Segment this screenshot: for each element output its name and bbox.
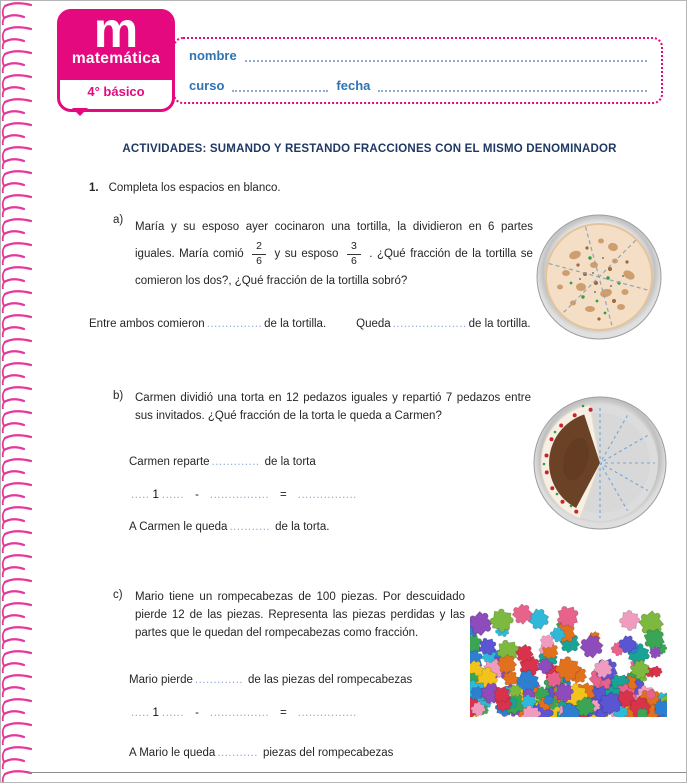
student-info-box [173, 37, 663, 104]
part-b-equation [129, 489, 359, 501]
part-a-answer-line [89, 318, 531, 330]
nombre-row [189, 48, 647, 62]
logo-letter: m [93, 12, 139, 58]
part-a-answer-text-4: de la tortilla. [468, 318, 531, 330]
worksheet-title: ACTIVIDADES: SUMANDO Y RESTANDO FRACCIONES CON EL MISMO DENOMINADOR [122, 143, 617, 155]
part-b-eq-blank-2[interactable]: ................ [209, 489, 270, 501]
part-a-label: a) [113, 214, 124, 226]
part-a-text-3: . ¿Qué fracción de la tortilla se comieron los dos?, ¿Qué fracción de la tortilla sobró? [135, 248, 533, 288]
part-b-eq-value: 1 [152, 489, 159, 501]
part-b-eq-post-dots[interactable]: ...... [161, 489, 185, 501]
puzzle-image [470, 590, 667, 717]
part-a-answer-text-1: Entre ambos comieron [89, 318, 205, 330]
part-c-eq-blank-2[interactable]: ................ [209, 707, 270, 719]
exercise-number: 1. [89, 182, 99, 194]
part-c-line-1 [129, 674, 412, 686]
part-b-line1-end: de la torta [264, 456, 316, 468]
tortilla-image [535, 213, 663, 341]
part-b-line3-text: A Carmen le queda [129, 521, 228, 533]
part-b-line3-end: de la torta. [275, 521, 330, 533]
minus-sign: - [195, 707, 199, 719]
fraction-3-6: $\frac{3}{6}$ [347, 241, 361, 267]
part-a [113, 214, 533, 295]
part-a-text-1: María y su esposo ayer cocinaron una tortilla, la dividieron en 6 partes iguales. María comió [135, 221, 533, 261]
part-c-line-3 [129, 747, 393, 759]
brand-logo [57, 9, 175, 112]
part-c-text: Mario tiene un rompecabezas de 100 piezas. Por descuidado pierde 12 de las piezas. Representa las piezas perdidas y las partes que le quedan del rompecabezas como fracción. [135, 591, 465, 639]
part-c-blank-3[interactable]: ........... [217, 747, 258, 759]
brand-logo-top [60, 12, 172, 80]
part-c-line1-end: de las piezas del rompecabezas [247, 674, 413, 686]
curso-label: curso [189, 78, 225, 93]
part-b-line-1 [129, 456, 316, 468]
part-c-eq-post-dots[interactable]: ...... [161, 707, 185, 719]
part-b-eq-pre-dots[interactable]: ..... [131, 489, 150, 501]
part-b-line1-text: Carmen reparte [129, 456, 210, 468]
minus-sign: - [195, 489, 199, 501]
fraction-2-6: $\frac{2}{6}$ [252, 241, 266, 267]
part-c-eq-blank-3[interactable]: ................ [297, 707, 357, 719]
exercise-heading [89, 182, 281, 194]
logo-grade-label: 4° básico [87, 84, 145, 99]
part-c-blank-1[interactable]: ............. [194, 674, 243, 686]
curso-blank-line[interactable] [232, 78, 328, 92]
part-b [113, 390, 531, 426]
equals-sign: = [280, 707, 287, 719]
part-c-eq-pre-dots[interactable]: ..... [131, 707, 150, 719]
part-c [113, 589, 465, 642]
part-c-line3-end: piezas del rompecabezas [262, 747, 394, 759]
part-a-blank-1[interactable]: ............... [206, 318, 263, 330]
part-b-eq-blank-3[interactable]: ................ [297, 489, 357, 501]
nombre-label: nombre [189, 48, 237, 63]
part-b-line-3 [129, 521, 329, 533]
part-a-text [135, 214, 533, 295]
spiral-binding-icon [1, 1, 35, 782]
logo-subject-label: matemática [71, 50, 161, 67]
cake-image [531, 394, 669, 532]
part-b-label: b) [113, 390, 124, 402]
part-c-label: c) [113, 589, 123, 601]
part-b-blank-3[interactable]: ........... [229, 521, 271, 533]
curso-fecha-row [189, 78, 647, 92]
part-c-line3-text: A Mario le queda [129, 747, 216, 759]
part-c-equation [129, 707, 359, 719]
fecha-label: fecha [336, 78, 371, 93]
part-c-eq-value: 1 [152, 707, 159, 719]
equals-sign: = [280, 489, 287, 501]
nombre-blank-line[interactable] [245, 48, 647, 62]
fecha-blank-line[interactable] [378, 78, 647, 92]
part-a-blank-2[interactable]: .................... [392, 318, 467, 330]
part-c-line1-text: Mario pierde [129, 674, 193, 686]
part-b-blank-1[interactable]: ............. [211, 456, 260, 468]
part-b-text: Carmen dividió una torta en 12 pedazos iguales y repartió 7 pedazos entre sus invitados. ¿Qué fracción de la torta le queda a Carmen? [135, 392, 531, 422]
exercise-instruction: Completa los espacios en blanco. [108, 182, 281, 194]
part-a-text-2: y su esposo [274, 248, 339, 261]
page-bottom-rule [29, 772, 686, 773]
part-a-answer-text-3: Queda [356, 318, 391, 330]
part-a-answer-text-2: de la tortilla. [264, 318, 327, 330]
